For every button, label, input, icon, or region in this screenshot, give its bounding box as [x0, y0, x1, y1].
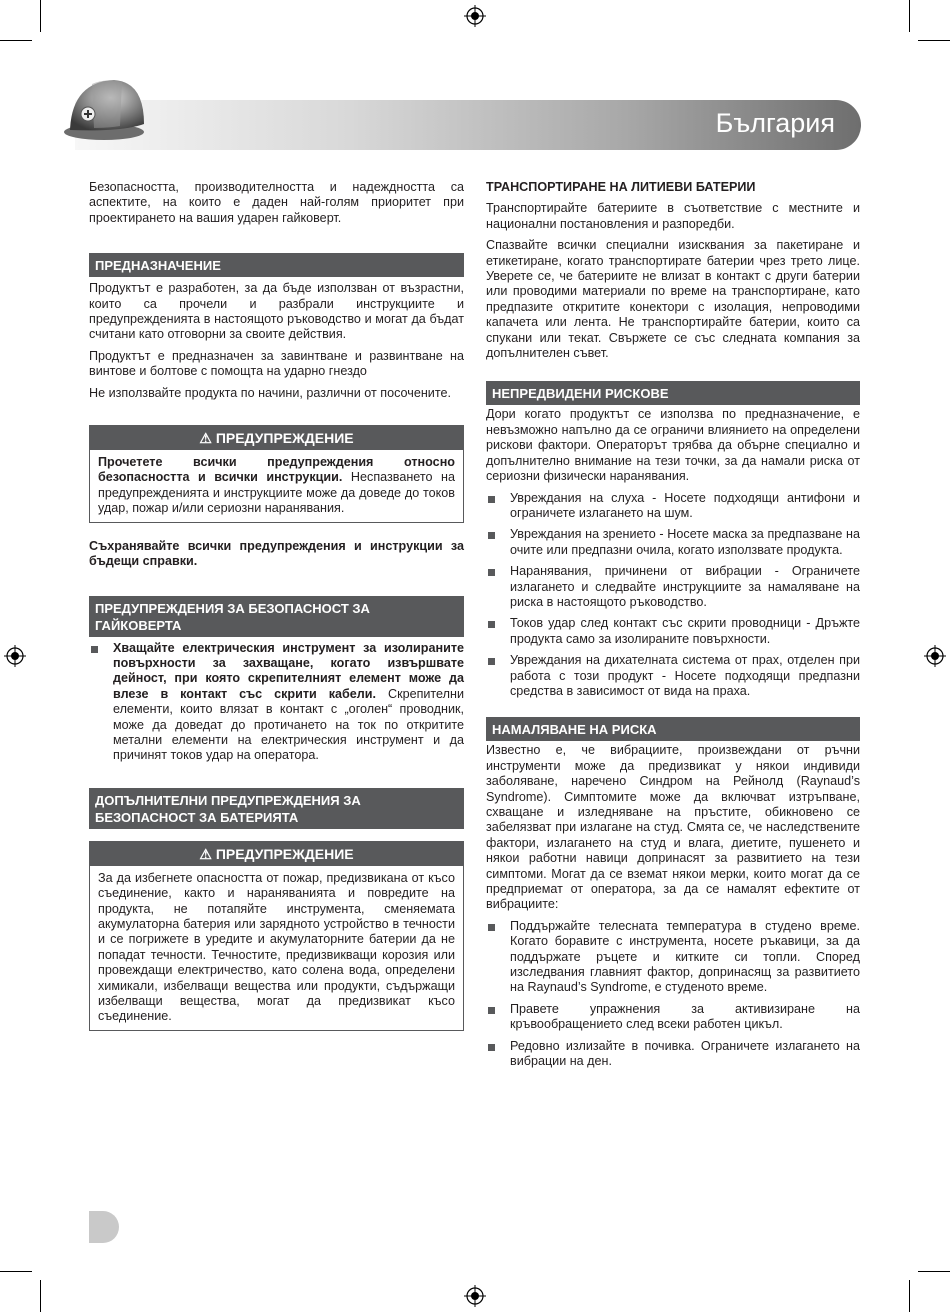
reduce-risk-list — [486, 919, 860, 1070]
section-heading-risks: НЕПРЕДВИДЕНИ РИСКОВЕ — [486, 381, 860, 405]
warning-body: За да избегнете опасността от пожар, предизвикана от късо съединение, както и нараняванията и повредите на продукта, не потапяйте инструмента, сменяемата акумулаторна батерия или зарядното устройство в течности и се погрижете в уредите и акумулаторните батерии да не попадат течности. Течностите, предизвикващи корозия или провеждащи електричество, като солена вода, определени химикали, избелващи вещества или продукти, съдържащи избелващи вещества, могат да предизвикат късо съединение. — [98, 870, 455, 1024]
keep-instructions-note: Съхранявайте всички предупреждения и инструкции за бъдещи справки. — [89, 538, 464, 569]
registration-mark-right-icon — [924, 645, 946, 667]
page-number-tab — [89, 1211, 119, 1243]
crop-mark — [0, 40, 32, 41]
list-item — [89, 641, 464, 764]
transport-paragraph-1: Транспортирайте батериите в съответствие с местните и национални постановления и разпоредби. — [486, 201, 860, 231]
purpose-paragraph-2: Продуктът е предназначен за завинтване и развинтване на винтове и болтове с помощта на ударно гнездо — [89, 348, 464, 379]
crop-mark — [909, 0, 910, 32]
warning-header — [90, 426, 463, 450]
purpose-paragraph-3: Не използвайте продукта по начини, различни от посочените. — [89, 385, 451, 400]
warning-header — [90, 842, 463, 866]
list-item: Редовно излизайте в почивка. Ограничете излагането на вибрации на ден. — [486, 1039, 860, 1070]
list-item: Поддържайте телесната температура в студено време. Когато боравите с инструмента, носете ръкавици, за да поддържате ръцете и китките си топли. Според изследвания главният фактор, допринасящ за развитието на Raynaud’s Syndrome, е студеното време. — [486, 919, 860, 996]
left-column — [89, 180, 464, 1031]
warning-title: ПРЕДУПРЕЖДЕНИЕ — [215, 430, 354, 447]
right-column — [486, 180, 860, 1076]
crop-mark — [909, 1280, 910, 1312]
crop-mark — [0, 1271, 32, 1272]
warning-body — [90, 450, 463, 522]
crop-mark — [40, 0, 41, 32]
registration-mark-bottom-icon — [464, 1285, 486, 1307]
warning-title: ПРЕДУПРЕЖДЕНИЕ — [215, 845, 354, 862]
list-item: Увреждания на зрението - Носете маска за предпазване на очите или предпазни очила, когато използвате продукта. — [486, 527, 860, 558]
page-title: България — [715, 108, 835, 138]
list-item: Увреждания на дихателната система от прах, отделен при работа с този продукт - Носете подходящи предпазни средства в зависимост от вида на праха. — [486, 653, 860, 699]
section-heading-reduce-risk: НАМАЛЯВАНЕ НА РИСКА — [486, 717, 860, 741]
transport-paragraph-2: Спазвайте всички специални изисквания за пакетиране и етикетиране, когато транспортирате батерии чрез трето лице. Уверете се, че батериите не влизат в контакт с други батерии или проводими материали по време на транспортиране, като предпазите откритите конектори с изолация, непроводими капачета или лента. Не транспортирайте батерии, които са спукани или текат. Свържете се със следната компания за допълнителен съвет. — [486, 238, 860, 361]
section-heading-purpose: ПРЕДНАЗНАЧЕНИЕ — [89, 253, 464, 277]
warning-box-2 — [89, 841, 464, 1031]
registration-mark-top-icon — [464, 5, 486, 27]
wrench-safety-list — [89, 641, 464, 764]
list-item: Токов удар след контакт със скрити проводници - Дръжте продукта само за изолираните повърхности. — [486, 616, 860, 647]
section-heading-transport: ТРАНСПОРТИРАНЕ НА ЛИТИЕВИ БАТЕРИИ — [486, 180, 756, 194]
list-item-text: Скрепителни елементи, които влязат в контакт с „оголен“ проводник, може да доведат до протичането на ток по откритите метални елементи на електрическия инструмент и да причинят токов удар на оператора. — [113, 686, 464, 763]
registration-mark-left-icon — [4, 645, 26, 667]
reduce-risk-intro: Известно е, че вибрациите, произвеждани от ръчни инструменти може да предизвикат у някои индивиди заболяване, наречено Синдром на Рейнолд (Raynaud’s Syndrome). Симптомите може да включват изтръпване, схващане и изледняване на пръстите, обикновено се забелязват при излагане на студ. Смята се, че наследствените фактори, излагането на студ и влага, диетите, пушенето и някои работни навици допринасят за развитието на тези симптоми. Могат да се вземат някои мерки, които могат да се предприемат от оператора, за да се намалят ефектите от вибрациите: — [486, 743, 860, 912]
safety-helmet-icon — [62, 74, 148, 144]
warning-bold-text: Прочетете всички предупреждения относно безопасността и всички инструкции. — [98, 455, 455, 485]
warning-text: Неспазването на предупрежденията и инструкциите може да доведе до токов удар, пожар и/или сериозни наранявания. — [98, 470, 455, 516]
warning-triangle-icon: ⚠ — [199, 430, 212, 447]
list-item: Правете упражнения за активизиране на кръвообращението след всеки работен цикъл. — [486, 1002, 860, 1033]
risks-intro: Дори когато продуктът се използва по предназначение, е невъзможно напълно да се ограничи влиянието на определени рискови фактори. Операторът трябва да обърне специално и допълнително внимание на тези точки, за да намали риска от сериозни физически наранявания. — [486, 407, 860, 484]
risks-list — [486, 491, 860, 700]
section-heading-battery-safety: ДОПЪЛНИТЕЛНИ ПРЕДУПРЕЖДЕНИЯ ЗА БЕЗОПАСНОСТ ЗА БАТЕРИЯТА — [89, 788, 464, 829]
section-heading-wrench-safety: ПРЕДУПРЕЖДЕНИЯ ЗА БЕЗОПАСНОСТ ЗА ГАЙКОВЕРТА — [89, 596, 464, 637]
list-item-bold: Хващайте електрическия инструмент за изолираните повърхности за захващане, когато извършвате дейност, при която скрепителният елемент може да влезе в контакт със скрити кабели. — [113, 640, 464, 701]
crop-mark — [40, 1280, 41, 1312]
list-item: Увреждания на слуха - Носете подходящи антифони и ограничете излагането на шум. — [486, 491, 860, 522]
crop-mark — [918, 40, 950, 41]
warning-box-1 — [89, 425, 464, 523]
warning-triangle-icon: ⚠ — [199, 845, 212, 862]
crop-mark — [918, 1271, 950, 1272]
intro-paragraph: Безопасността, производителността и надеждността са аспектите, на които е даден най-голям приоритет при проектирането на вашия ударен гайковерт. — [89, 180, 464, 225]
header-banner — [75, 100, 861, 150]
purpose-paragraph-1: Продуктът е разработен, за да бъде използван от възрастни, които са прочели и разбрали инструкциите и предупрежденията в настоящото ръководство и могат да бъдат считани като отговорни за своите действия. — [89, 281, 464, 342]
list-item: Наранявания, причинени от вибрации - Ограничете излагането и следвайте инструкциите за намаляване на риска в настоящото ръководство. — [486, 564, 860, 610]
